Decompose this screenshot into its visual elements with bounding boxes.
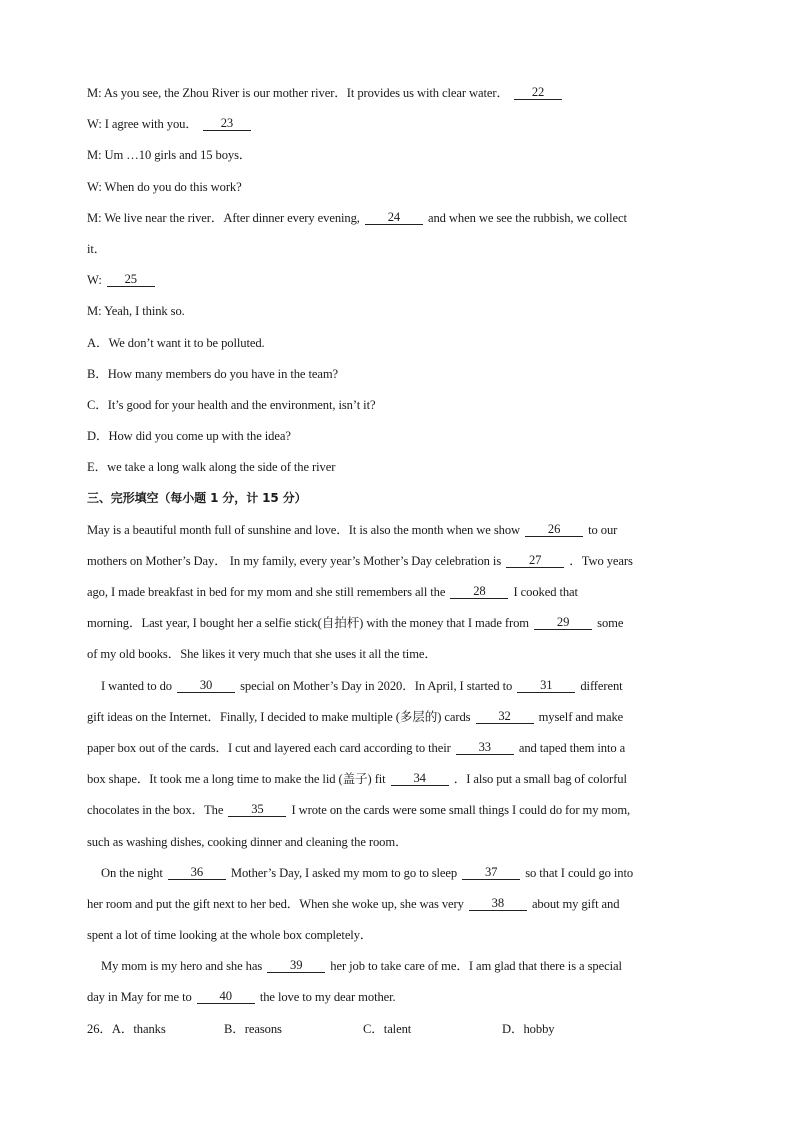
blank-32[interactable]: 32 — [476, 709, 534, 724]
line-text: ．Two years — [569, 553, 633, 568]
line-text: myself and make — [538, 709, 624, 724]
blank-24[interactable]: 24 — [365, 210, 423, 225]
dialogue-line-6 — [87, 234, 712, 265]
line-text: morning．Last year, I bought her a selfie stick(自拍杆) with the money that I made from — [87, 616, 530, 631]
blank-38[interactable]: 38 — [469, 896, 527, 911]
choice-e[interactable] — [87, 452, 712, 483]
passage-line — [87, 920, 712, 951]
line-text: box shape．It took me a long time to make the lid (盖子) fit — [87, 772, 386, 787]
line-text: paper box out of the cards．I cut and layered each card according to their — [87, 740, 451, 755]
choice-text: B．How many members do you have in the team? — [87, 366, 339, 381]
line-text: M: As you see, the Zhou River is our mother river．It provides us with clear water． — [87, 86, 509, 100]
passage-line — [87, 639, 712, 670]
line-text: I wrote on the cards were some small things I could do for my mom, — [291, 803, 631, 818]
blank-39[interactable]: 39 — [267, 958, 325, 973]
choice-text: D．How did you come up with the idea? — [87, 429, 291, 444]
passage-line — [87, 733, 712, 764]
exam-page — [87, 78, 712, 1045]
choice-d[interactable] — [87, 421, 712, 452]
line-text: M: We live near the river．After dinner every evening, — [87, 210, 360, 225]
question-26-options — [87, 1014, 712, 1045]
line-text: Mother’s Day, I asked my mom to go to sleep — [230, 865, 458, 880]
blank-25[interactable]: 25 — [107, 272, 155, 287]
passage-line — [87, 889, 712, 920]
blank-26[interactable]: 26 — [525, 522, 583, 537]
passage-line — [87, 702, 712, 733]
passage-line — [87, 764, 712, 795]
passage-line — [87, 577, 712, 608]
dialogue-line-5 — [87, 203, 712, 234]
line-text: day in May for me to — [87, 990, 192, 1005]
line-text: and taped them into a — [518, 740, 626, 755]
passage-line — [87, 515, 712, 546]
passage-line — [87, 795, 712, 826]
line-text: it． — [87, 241, 107, 256]
line-text: mothers on Mother’s Day． In my family, every year’s Mother’s Day celebration is — [87, 553, 502, 568]
dialogue-line-3 — [87, 140, 712, 171]
line-text: W: — [87, 273, 102, 288]
dialogue-line-8 — [87, 296, 712, 327]
line-text: to our — [588, 522, 618, 537]
passage-line — [87, 982, 712, 1013]
line-text: such as washing dishes, cooking dinner and cleaning the room． — [87, 834, 408, 849]
line-text: gift ideas on the Internet．Finally, I decided to make multiple (多层的) cards — [87, 709, 471, 724]
line-text: W: When do you do this work? — [87, 179, 242, 194]
passage-line — [87, 858, 712, 889]
passage-line — [87, 827, 712, 858]
passage-line — [87, 671, 712, 702]
line-text: different — [580, 678, 623, 693]
blank-34[interactable]: 34 — [391, 771, 449, 786]
choice-text: A．We don’t want it to be polluted. — [87, 335, 265, 350]
option-d[interactable]: D．hobby — [502, 1021, 555, 1036]
line-text: May is a beautiful month full of sunshine and love．It is also the month when we show — [87, 522, 521, 537]
line-text: special on Mother’s Day in 2020．In April, I started to — [240, 678, 513, 693]
blank-28[interactable]: 28 — [450, 584, 508, 599]
dialogue-line-7 — [87, 265, 712, 296]
blank-40[interactable]: 40 — [197, 989, 255, 1004]
option-c[interactable]: C．talent — [363, 1021, 412, 1036]
line-text: I cooked that — [513, 585, 578, 599]
option-b[interactable]: B．reasons — [224, 1021, 282, 1036]
line-text: some — [597, 616, 624, 631]
blank-23[interactable]: 23 — [203, 116, 251, 131]
blank-31[interactable]: 31 — [517, 678, 575, 693]
line-text: of my old books．She likes it very much that she uses it all the time． — [87, 647, 437, 662]
section-heading: 三、完形填空（每小题 1 分，计 15 分） — [87, 491, 307, 506]
line-text: M: Um …10 girls and 15 boys． — [87, 148, 252, 163]
blank-29[interactable]: 29 — [534, 615, 592, 630]
line-text: her room and put the gift next to her bed．When she woke up, she was very — [87, 896, 464, 911]
line-text: On the night — [101, 865, 163, 880]
line-text: and when we see the rubbish, we collect — [427, 210, 627, 225]
line-text: W: I agree with you． — [87, 117, 198, 132]
dialogue-line-4 — [87, 172, 712, 203]
line-text: My mom is my hero and she has — [101, 959, 263, 974]
dialogue-line-1 — [87, 78, 712, 109]
line-text: her job to take care of me．I am glad that there is a special — [330, 959, 622, 974]
line-text: about my gift and — [531, 896, 620, 911]
choice-b[interactable] — [87, 359, 712, 390]
choice-c[interactable] — [87, 390, 712, 421]
line-text: ago, I made breakfast in bed for my mom and she still remembers all the — [87, 585, 446, 599]
line-text: I wanted to do — [101, 678, 172, 693]
option-a[interactable]: 26．A．thanks — [87, 1021, 166, 1036]
line-text: so that I could go into — [525, 865, 634, 880]
choice-text: E．we take a long walk along the side of the river — [87, 460, 336, 475]
passage-line — [87, 546, 712, 577]
line-text: ．I also put a small bag of colorful — [453, 772, 627, 787]
blank-35[interactable]: 35 — [228, 802, 286, 817]
blank-30[interactable]: 30 — [177, 678, 235, 693]
line-text: M: Yeah, I think so. — [87, 304, 185, 319]
dialogue-line-2 — [87, 109, 712, 140]
line-text: spent a lot of time looking at the whole box completely． — [87, 928, 373, 943]
blank-27[interactable]: 27 — [506, 553, 564, 568]
line-text: the love to my dear mother. — [259, 990, 396, 1005]
blank-22[interactable]: 22 — [514, 85, 562, 100]
passage-line — [87, 608, 712, 639]
line-text: chocolates in the box．The — [87, 803, 224, 818]
blank-37[interactable]: 37 — [462, 865, 520, 880]
choice-text: C．It’s good for your health and the environment, isn’t it? — [87, 397, 376, 412]
blank-33[interactable]: 33 — [456, 740, 514, 755]
passage-line — [87, 951, 712, 982]
choice-a[interactable] — [87, 328, 712, 359]
blank-36[interactable]: 36 — [168, 865, 226, 880]
